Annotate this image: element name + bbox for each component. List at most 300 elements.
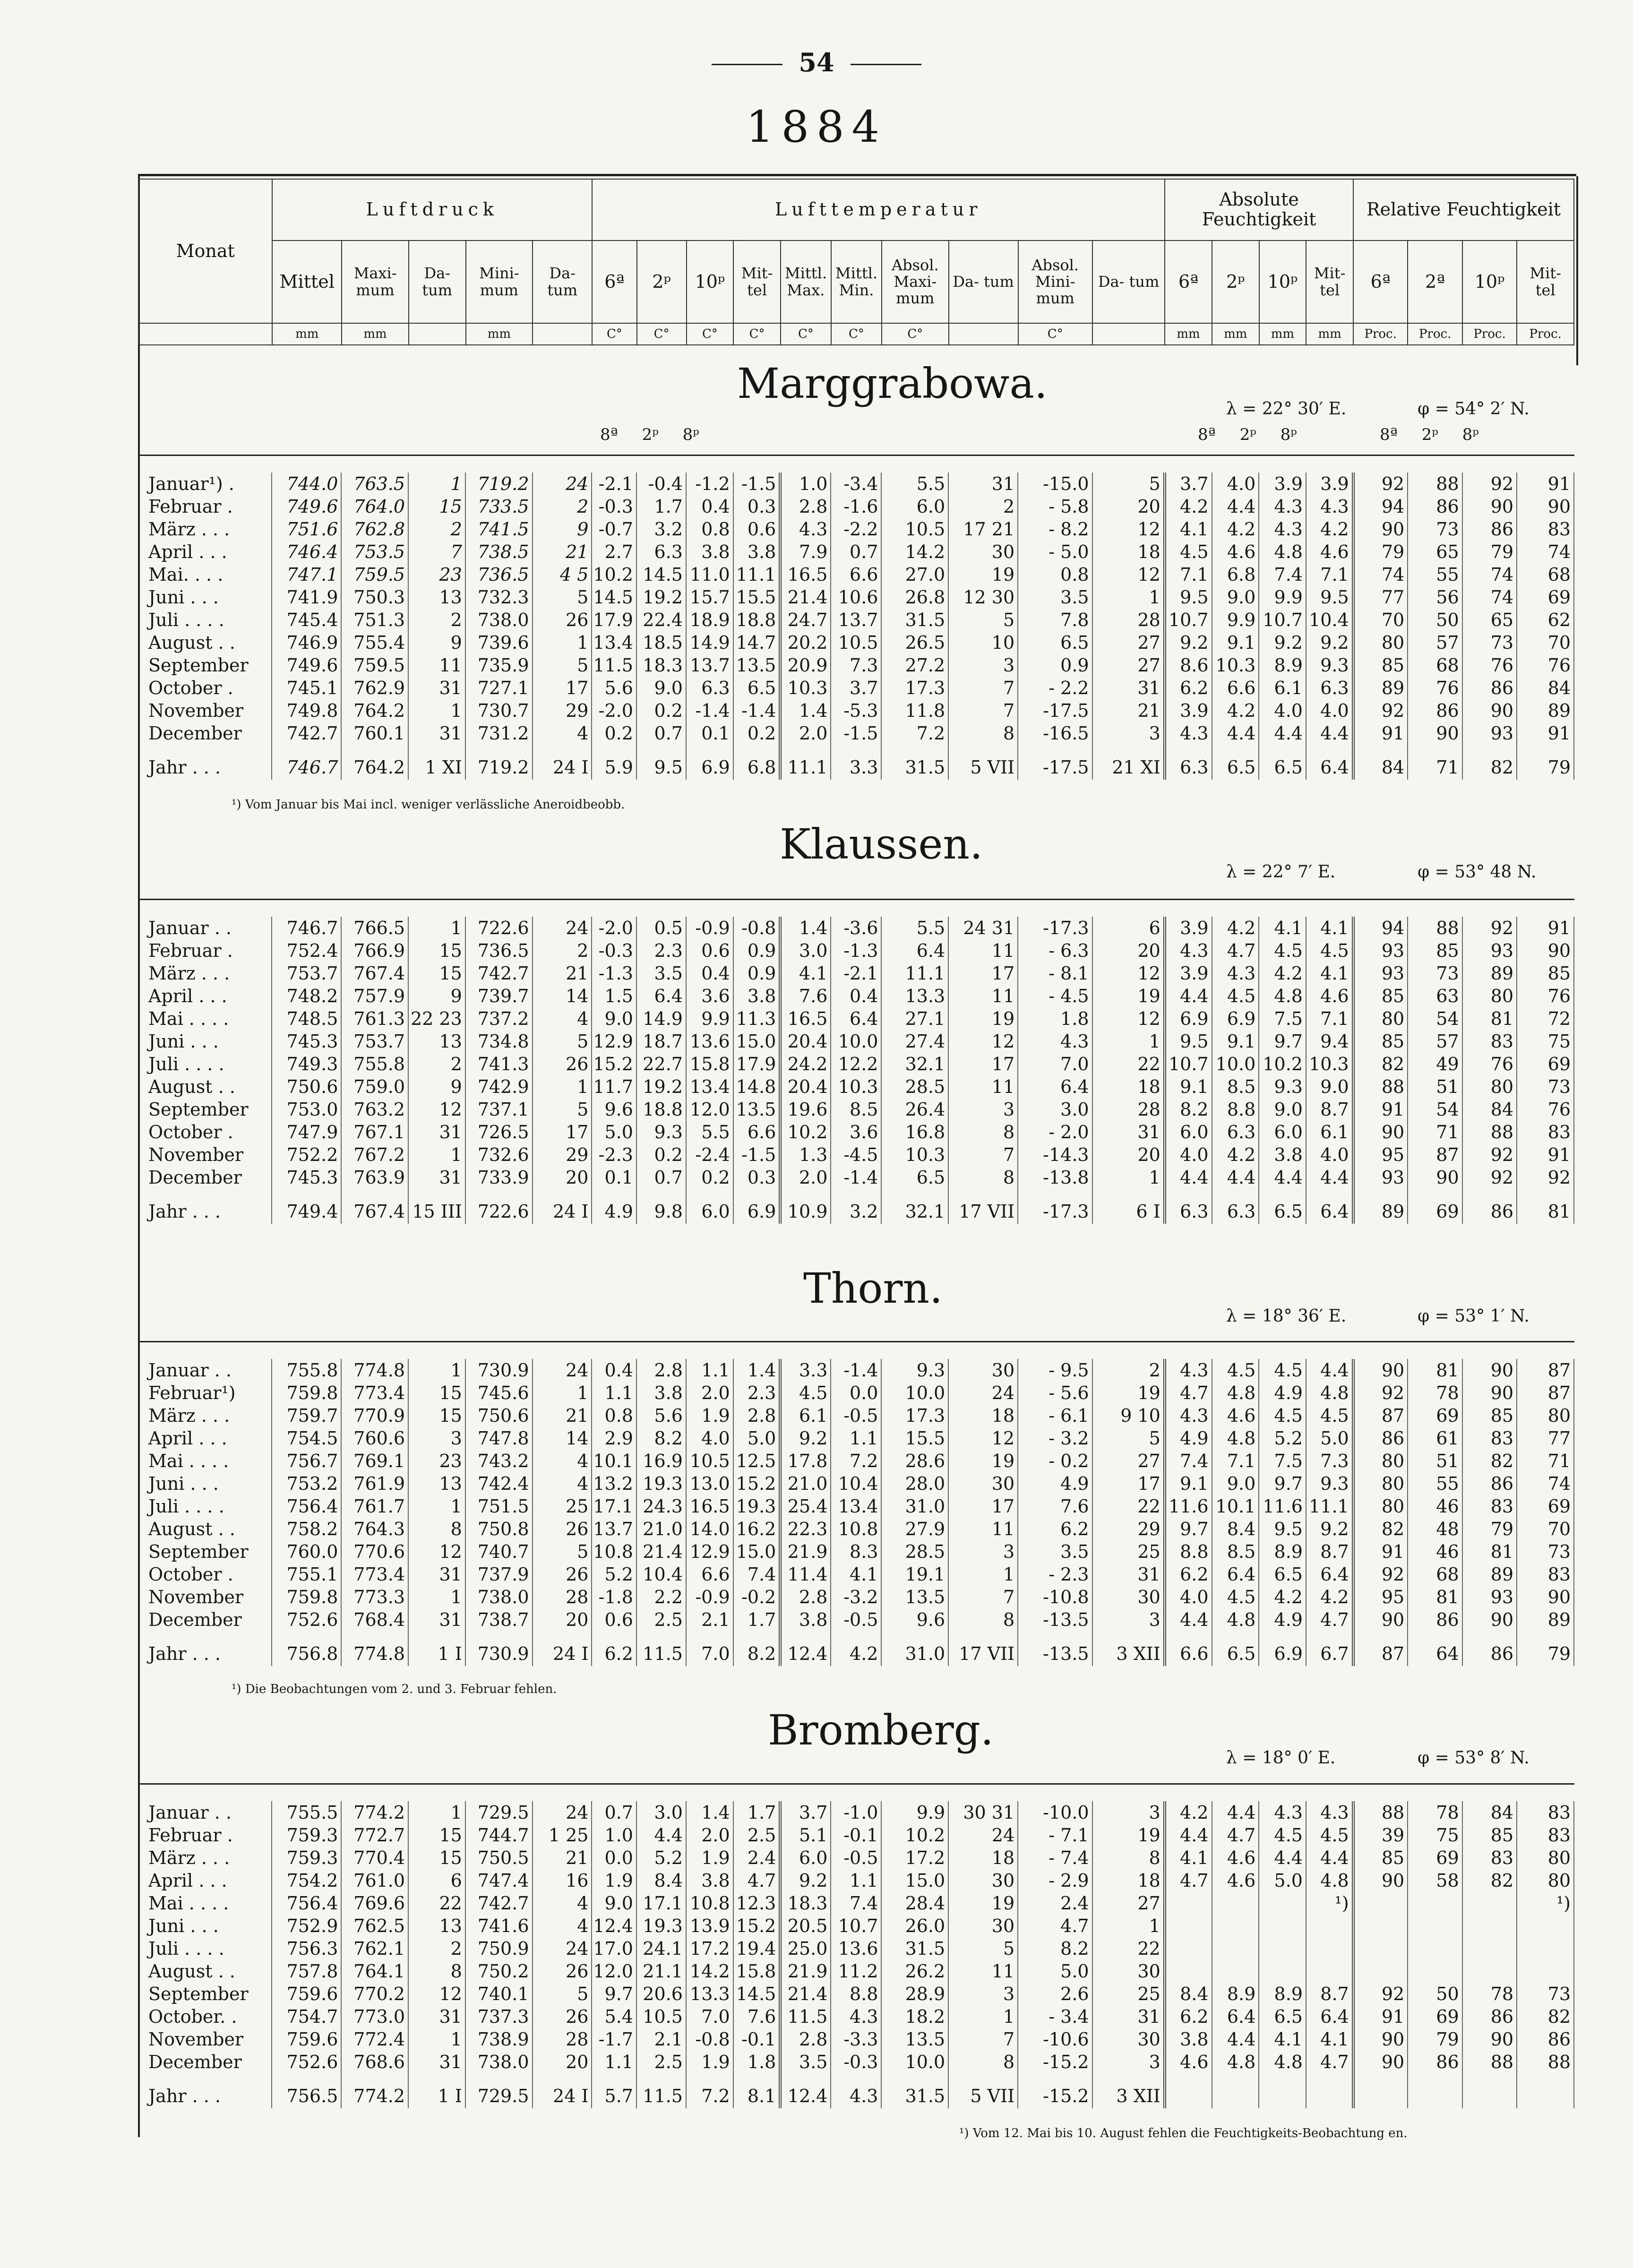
month-label: Mai . . . . bbox=[138, 1892, 272, 1915]
data-cell: 754.5 bbox=[272, 1427, 341, 1450]
data-cell: 17 VII bbox=[948, 1631, 1018, 1666]
data-cell: 742.7 bbox=[465, 1892, 533, 1915]
data-cell: 21.1 bbox=[636, 1960, 686, 1983]
data-cell: 5.2 bbox=[636, 1847, 686, 1869]
data-cell bbox=[1462, 2073, 1517, 2108]
month-label: August . . bbox=[138, 631, 272, 654]
data-cell: 19 bbox=[1092, 985, 1165, 1007]
data-cell: 30 bbox=[948, 1869, 1018, 1892]
data-cell: 4 bbox=[533, 1892, 592, 1915]
data-cell: 752.4 bbox=[272, 939, 341, 962]
unit-cell: C° bbox=[733, 323, 781, 345]
data-cell: 16.8 bbox=[881, 1121, 948, 1143]
data-cell: 22 bbox=[1092, 1495, 1165, 1518]
data-cell: 87 bbox=[1517, 1359, 1574, 1382]
data-cell: 774.8 bbox=[341, 1631, 408, 1666]
data-cell: 9.7 bbox=[592, 1983, 636, 2005]
data-cell: 9.0 bbox=[636, 677, 686, 699]
data-cell: 773.4 bbox=[341, 1382, 408, 1404]
data-cell: 5.5 bbox=[881, 917, 948, 939]
data-cell: 753.7 bbox=[341, 1030, 408, 1053]
data-cell: 747.1 bbox=[272, 563, 341, 586]
data-cell: 20.2 bbox=[780, 631, 831, 654]
data-cell: 14.5 bbox=[733, 1983, 781, 2005]
data-cell: 79 bbox=[1517, 745, 1574, 780]
data-cell: 31 bbox=[408, 1121, 465, 1143]
data-cell: 8.2 bbox=[1018, 1937, 1092, 1960]
data-cell: 4.4 bbox=[1212, 1166, 1259, 1189]
data-cell: 2.8 bbox=[780, 495, 831, 518]
data-cell: 13.9 bbox=[686, 1915, 733, 1937]
table-row bbox=[138, 1450, 1574, 1472]
units-spacer bbox=[138, 323, 272, 345]
data-cell: 86 bbox=[1408, 699, 1462, 722]
month-label: December bbox=[138, 2051, 272, 2073]
data-cell: 12.5 bbox=[733, 1450, 781, 1472]
data-cell: 90 bbox=[1462, 2028, 1517, 2051]
data-cell: 8 bbox=[948, 1166, 1018, 1189]
data-cell: 0.8 bbox=[1018, 563, 1092, 586]
data-cell: 4.1 bbox=[1306, 917, 1353, 939]
data-cell: 739.7 bbox=[465, 985, 533, 1007]
data-cell: 20.4 bbox=[780, 1030, 831, 1053]
data-cell: 0.4 bbox=[686, 495, 733, 518]
data-cell: 738.0 bbox=[465, 609, 533, 631]
data-cell bbox=[1306, 1960, 1353, 1983]
data-cell: 4.8 bbox=[1306, 1382, 1353, 1404]
data-cell: 7.0 bbox=[686, 2005, 733, 2028]
data-cell: 13 bbox=[408, 1472, 465, 1495]
data-cell: 15 bbox=[408, 495, 465, 518]
data-cell: 20.6 bbox=[636, 1983, 686, 2005]
month-label: October . bbox=[138, 1121, 272, 1143]
station-longitude: λ = 18° 0′ E. bbox=[1226, 1748, 1336, 1768]
data-cell: 22 bbox=[1092, 1937, 1165, 1960]
data-cell: 12.0 bbox=[592, 1960, 636, 1983]
data-cell: 11.6 bbox=[1165, 1495, 1212, 1518]
data-cell: 23 bbox=[408, 563, 465, 586]
data-cell bbox=[1408, 1960, 1462, 1983]
data-cell: 737.2 bbox=[465, 1007, 533, 1030]
data-cell: 85 bbox=[1353, 1847, 1408, 1869]
data-cell: 12 bbox=[1092, 518, 1165, 541]
data-cell: 9.3 bbox=[1306, 1472, 1353, 1495]
data-cell: 6 bbox=[408, 1869, 465, 1892]
station-data-table bbox=[138, 917, 1574, 1224]
data-cell bbox=[1259, 1960, 1306, 1983]
data-cell: 8.3 bbox=[831, 1540, 881, 1563]
data-cell: 1.8 bbox=[733, 2051, 781, 2073]
data-cell: 18 bbox=[1092, 1869, 1165, 1892]
data-cell: 11 bbox=[948, 939, 1018, 962]
data-cell: 738.9 bbox=[465, 2028, 533, 2051]
month-label: Juni . . . bbox=[138, 586, 272, 609]
data-cell: 4.4 bbox=[1212, 722, 1259, 745]
data-cell: 10.6 bbox=[831, 586, 881, 609]
station-longitude: λ = 18° 36′ E. bbox=[1226, 1306, 1347, 1326]
month-label: Mai . . . . bbox=[138, 1007, 272, 1030]
unit-cell: C° bbox=[637, 323, 687, 345]
data-cell bbox=[1408, 1915, 1462, 1937]
data-cell: -2.0 bbox=[592, 917, 636, 939]
data-cell: 11 bbox=[408, 654, 465, 677]
data-cell: 54 bbox=[1408, 1098, 1462, 1121]
data-cell: 2.5 bbox=[636, 1608, 686, 1631]
data-cell: 4.7 bbox=[1018, 1915, 1092, 1937]
data-cell: 31.5 bbox=[881, 1937, 948, 1960]
data-cell: 759.6 bbox=[272, 1983, 341, 2005]
data-cell: 21.4 bbox=[780, 586, 831, 609]
data-cell: 2.6 bbox=[1018, 1983, 1092, 2005]
unit-cell: mm bbox=[1165, 323, 1212, 345]
table-row bbox=[138, 1937, 1574, 1960]
data-cell: -1.7 bbox=[592, 2028, 636, 2051]
data-cell: 76 bbox=[1517, 985, 1574, 1007]
data-cell: 752.6 bbox=[272, 2051, 341, 2073]
data-cell: 756.7 bbox=[272, 1450, 341, 1472]
data-cell: 732.3 bbox=[465, 586, 533, 609]
data-cell: 745.3 bbox=[272, 1166, 341, 1189]
table-row bbox=[138, 1382, 1574, 1404]
data-cell: 15.0 bbox=[881, 1869, 948, 1892]
data-cell: 29 bbox=[1092, 1518, 1165, 1540]
data-cell: 18.5 bbox=[636, 631, 686, 654]
unit-cell: Proc. bbox=[1517, 323, 1574, 345]
data-cell: 20 bbox=[1092, 939, 1165, 962]
data-cell: 91 bbox=[1353, 1098, 1408, 1121]
month-label: Februar . bbox=[138, 1824, 272, 1847]
section-rule bbox=[138, 455, 1574, 456]
data-cell: 18.9 bbox=[686, 609, 733, 631]
table-row bbox=[138, 1075, 1574, 1098]
unit-cell: C° bbox=[1018, 323, 1092, 345]
data-cell: 69 bbox=[1517, 1495, 1574, 1518]
data-cell: 746.9 bbox=[272, 631, 341, 654]
data-cell: 6.3 bbox=[636, 541, 686, 563]
data-cell: 28 bbox=[1092, 1098, 1165, 1121]
data-cell: 63 bbox=[1408, 985, 1462, 1007]
data-cell: 12.9 bbox=[592, 1030, 636, 1053]
data-cell: 722.6 bbox=[465, 917, 533, 939]
data-cell bbox=[1259, 1892, 1306, 1915]
data-cell: 6.5 bbox=[1259, 1189, 1306, 1224]
data-cell: 2.9 bbox=[592, 1427, 636, 1450]
data-cell: 761.7 bbox=[341, 1495, 408, 1518]
data-cell: -5.3 bbox=[831, 699, 881, 722]
data-cell: 11.5 bbox=[780, 2005, 831, 2028]
data-cell: 39 bbox=[1353, 1824, 1408, 1847]
data-cell bbox=[1408, 2073, 1462, 2108]
data-cell: 6.4 bbox=[636, 985, 686, 1007]
data-cell: 756.5 bbox=[272, 2073, 341, 2108]
data-cell: 25.4 bbox=[780, 1495, 831, 1518]
data-cell: 2 bbox=[533, 939, 592, 962]
data-cell: 20 bbox=[533, 2051, 592, 2073]
data-cell: 21.9 bbox=[780, 1540, 831, 1563]
data-cell: 73 bbox=[1408, 518, 1462, 541]
data-cell: 8.2 bbox=[733, 1631, 781, 1666]
data-cell: 19 bbox=[948, 1450, 1018, 1472]
data-cell: 93 bbox=[1462, 939, 1517, 962]
data-cell: 759.8 bbox=[272, 1382, 341, 1404]
data-cell: 22 bbox=[1092, 1053, 1165, 1075]
table-row bbox=[138, 2005, 1574, 2028]
data-cell: 91 bbox=[1353, 1540, 1408, 1563]
data-cell: -1.6 bbox=[831, 495, 881, 518]
data-cell: 21 bbox=[1092, 699, 1165, 722]
data-cell: 4.7 bbox=[1212, 939, 1259, 962]
data-cell: 9.5 bbox=[1259, 1518, 1306, 1540]
data-cell: 4.9 bbox=[592, 1189, 636, 1224]
data-cell: -2.4 bbox=[686, 1143, 733, 1166]
data-cell: 93 bbox=[1353, 962, 1408, 985]
data-cell: 3.3 bbox=[780, 1359, 831, 1382]
data-cell: 31 bbox=[948, 472, 1018, 495]
data-cell: 5 VII bbox=[948, 2073, 1018, 2108]
data-cell: 11.0 bbox=[686, 563, 733, 586]
data-cell: 12 bbox=[1092, 962, 1165, 985]
data-cell: 19 bbox=[948, 563, 1018, 586]
data-cell: 748.2 bbox=[272, 985, 341, 1007]
unit-cell bbox=[409, 323, 466, 345]
data-cell: 7.4 bbox=[733, 1563, 781, 1586]
data-cell: 18 bbox=[948, 1847, 1018, 1869]
data-cell: 4.9 bbox=[1018, 1472, 1092, 1495]
data-cell: 2.3 bbox=[636, 939, 686, 962]
data-cell: 1 bbox=[408, 2028, 465, 2051]
data-cell bbox=[1408, 1892, 1462, 1915]
data-cell: 15 III bbox=[408, 1189, 465, 1224]
column-header-cell: 2ª bbox=[1408, 241, 1462, 323]
table-row bbox=[138, 472, 1574, 495]
data-cell: 4.7 bbox=[1306, 2051, 1353, 2073]
data-cell: 5.2 bbox=[1259, 1427, 1306, 1450]
data-cell bbox=[1259, 1937, 1306, 1960]
data-cell: 767.4 bbox=[341, 962, 408, 985]
data-cell: 79 bbox=[1353, 541, 1408, 563]
data-cell: 4.2 bbox=[1212, 518, 1259, 541]
data-cell: 752.2 bbox=[272, 1143, 341, 1166]
data-cell: 2.1 bbox=[686, 1608, 733, 1631]
data-cell: 73 bbox=[1462, 631, 1517, 654]
data-cell: 90 bbox=[1353, 1869, 1408, 1892]
data-cell: 6.0 bbox=[1165, 1121, 1212, 1143]
data-cell: 10.8 bbox=[592, 1540, 636, 1563]
data-cell: 3 bbox=[948, 1098, 1018, 1121]
data-cell: 87 bbox=[1353, 1631, 1408, 1666]
data-cell: 10.9 bbox=[780, 1189, 831, 1224]
data-cell: 7.0 bbox=[686, 1631, 733, 1666]
data-cell: 31 bbox=[408, 677, 465, 699]
data-cell: 1.7 bbox=[636, 495, 686, 518]
data-cell: 12 bbox=[948, 1030, 1018, 1053]
data-cell: 3 bbox=[948, 1540, 1018, 1563]
data-cell: 5.5 bbox=[881, 472, 948, 495]
data-cell: 90 bbox=[1408, 1166, 1462, 1189]
data-cell: 4.5 bbox=[1259, 939, 1306, 962]
data-cell: 17 bbox=[948, 1495, 1018, 1518]
data-cell: 2.7 bbox=[592, 541, 636, 563]
data-cell bbox=[1306, 2073, 1353, 2108]
data-cell: 13 bbox=[408, 1915, 465, 1937]
data-cell: 3.2 bbox=[831, 1189, 881, 1224]
data-cell: 749.8 bbox=[272, 699, 341, 722]
data-cell: -0.4 bbox=[636, 472, 686, 495]
data-cell: 4.5 bbox=[1212, 1586, 1259, 1608]
column-header-cell: Mittl. Max. bbox=[781, 241, 831, 323]
data-cell: 729.5 bbox=[465, 2073, 533, 2108]
data-cell: -0.7 bbox=[592, 518, 636, 541]
data-cell: 80 bbox=[1353, 1450, 1408, 1472]
data-cell: -0.1 bbox=[733, 2028, 781, 2051]
data-cell: 18 bbox=[1092, 541, 1165, 563]
unit-cell bbox=[533, 323, 592, 345]
data-cell: 85 bbox=[1353, 1030, 1408, 1053]
data-cell: 80 bbox=[1517, 1869, 1574, 1892]
data-cell: 12.2 bbox=[831, 1053, 881, 1075]
data-cell: 9.1 bbox=[1165, 1075, 1212, 1098]
data-cell: 5.6 bbox=[592, 677, 636, 699]
data-cell: 76 bbox=[1517, 1098, 1574, 1121]
station-title: Klaussen. bbox=[780, 820, 983, 868]
data-cell: 759.3 bbox=[272, 1847, 341, 1869]
month-label: September bbox=[138, 654, 272, 677]
data-cell: 2 bbox=[533, 495, 592, 518]
data-cell: 25.0 bbox=[780, 1937, 831, 1960]
data-cell: 11.5 bbox=[636, 2073, 686, 2108]
data-cell: 84 bbox=[1462, 1801, 1517, 1824]
column-header-cell: Mittel bbox=[272, 241, 342, 323]
data-cell: 13 bbox=[408, 586, 465, 609]
station-title: Marggrabowa. bbox=[737, 359, 1048, 408]
month-label: Jahr . . . bbox=[138, 1189, 272, 1224]
data-cell: 6.5 bbox=[1212, 745, 1259, 780]
data-cell: 21.0 bbox=[636, 1518, 686, 1540]
data-cell: 26 bbox=[533, 1518, 592, 1540]
data-cell: 13.5 bbox=[881, 1586, 948, 1608]
data-cell: -10.8 bbox=[1018, 1586, 1092, 1608]
data-cell: 12.0 bbox=[686, 1098, 733, 1121]
data-cell: 10.8 bbox=[686, 1892, 733, 1915]
data-cell: 10.2 bbox=[881, 1824, 948, 1847]
month-label: März . . . bbox=[138, 1404, 272, 1427]
data-cell: 5.9 bbox=[592, 745, 636, 780]
data-cell: 31 bbox=[408, 1166, 465, 1189]
data-cell: 12 30 bbox=[948, 586, 1018, 609]
data-cell: 726.5 bbox=[465, 1121, 533, 1143]
data-cell: 22.7 bbox=[636, 1053, 686, 1075]
data-cell: 759.5 bbox=[341, 654, 408, 677]
data-cell: 9.1 bbox=[1165, 1472, 1212, 1495]
data-cell: 4.7 bbox=[733, 1869, 781, 1892]
data-cell: 7.8 bbox=[1018, 609, 1092, 631]
data-cell: 767.1 bbox=[341, 1121, 408, 1143]
month-label: Januar¹) . bbox=[138, 472, 272, 495]
data-cell: 90 bbox=[1353, 1359, 1408, 1382]
data-cell: 1.1 bbox=[831, 1427, 881, 1450]
data-cell: 80 bbox=[1517, 1847, 1574, 1869]
data-cell: 90 bbox=[1462, 699, 1517, 722]
data-cell: 10.0 bbox=[881, 1382, 948, 1404]
data-cell: 4.0 bbox=[1306, 1143, 1353, 1166]
observation-times: 8ª 2ᵖ 8ᵖ bbox=[1198, 425, 1297, 444]
column-header-cell: Absol. Maxi- mum bbox=[882, 241, 949, 323]
data-cell: 1.4 bbox=[686, 1801, 733, 1824]
data-cell: 1.9 bbox=[686, 1847, 733, 1869]
month-label: Juli . . . . bbox=[138, 609, 272, 631]
data-cell: 15.7 bbox=[686, 586, 733, 609]
data-cell: - 0.2 bbox=[1018, 1450, 1092, 1472]
data-cell bbox=[1165, 1892, 1212, 1915]
data-cell: 8.9 bbox=[1212, 1983, 1259, 2005]
data-cell: 20 bbox=[533, 1166, 592, 1189]
data-cell: 86 bbox=[1517, 2028, 1574, 2051]
data-cell: 2 bbox=[408, 1937, 465, 1960]
data-cell: 2.3 bbox=[733, 1382, 781, 1404]
data-cell: - 5.0 bbox=[1018, 541, 1092, 563]
data-cell: 91 bbox=[1517, 917, 1574, 939]
data-cell: 8.2 bbox=[1165, 1098, 1212, 1121]
data-cell: 26 bbox=[533, 1563, 592, 1586]
data-cell: 4.4 bbox=[1165, 1824, 1212, 1847]
data-cell: 6.5 bbox=[1259, 745, 1306, 780]
data-cell: 1 bbox=[408, 699, 465, 722]
data-cell: 3.9 bbox=[1259, 472, 1306, 495]
data-cell: 2 bbox=[408, 1053, 465, 1075]
data-cell: 9.0 bbox=[1212, 586, 1259, 609]
data-cell: 4.8 bbox=[1212, 1427, 1259, 1450]
month-label: October . bbox=[138, 677, 272, 699]
year-summary-row bbox=[138, 2073, 1574, 2108]
data-cell: 75 bbox=[1408, 1824, 1462, 1847]
data-cell: 7.9 bbox=[780, 541, 831, 563]
data-cell: 764.0 bbox=[341, 495, 408, 518]
data-cell: 770.4 bbox=[341, 1847, 408, 1869]
data-cell: 2.2 bbox=[636, 1586, 686, 1608]
table-row bbox=[138, 1869, 1574, 1892]
data-cell: 3.9 bbox=[1165, 699, 1212, 722]
data-cell: 94 bbox=[1353, 917, 1408, 939]
data-cell: 1.9 bbox=[592, 1869, 636, 1892]
data-cell: 9.2 bbox=[1259, 631, 1306, 654]
data-cell: 0.2 bbox=[686, 1166, 733, 1189]
data-cell: 75 bbox=[1517, 1030, 1574, 1053]
data-cell: 4.3 bbox=[831, 2073, 881, 2108]
data-cell: 81 bbox=[1517, 1189, 1574, 1224]
data-cell: 11.7 bbox=[592, 1075, 636, 1098]
data-cell: 742.7 bbox=[465, 962, 533, 985]
data-cell: 0.2 bbox=[636, 699, 686, 722]
data-cell: 4.4 bbox=[636, 1824, 686, 1847]
data-cell: 760.1 bbox=[341, 722, 408, 745]
data-cell: 6.4 bbox=[831, 1007, 881, 1030]
data-cell: 20 bbox=[533, 1608, 592, 1631]
data-cell: 31.0 bbox=[881, 1495, 948, 1518]
data-cell: 2 bbox=[408, 609, 465, 631]
data-cell: 12.4 bbox=[780, 2073, 831, 2108]
data-cell: 87 bbox=[1408, 1143, 1462, 1166]
data-cell: 5.5 bbox=[686, 1121, 733, 1143]
month-label: Mai . . . . bbox=[138, 1450, 272, 1472]
data-cell: 8.8 bbox=[1212, 1098, 1259, 1121]
data-cell: 31.5 bbox=[881, 2073, 948, 2108]
data-cell: 4.3 bbox=[1259, 1801, 1306, 1824]
data-cell: 17 21 bbox=[948, 518, 1018, 541]
data-cell: - 2.2 bbox=[1018, 677, 1092, 699]
data-cell: 24.1 bbox=[636, 1937, 686, 1960]
data-cell: 29 bbox=[533, 699, 592, 722]
column-header-cell: Mini- mum bbox=[466, 241, 533, 323]
